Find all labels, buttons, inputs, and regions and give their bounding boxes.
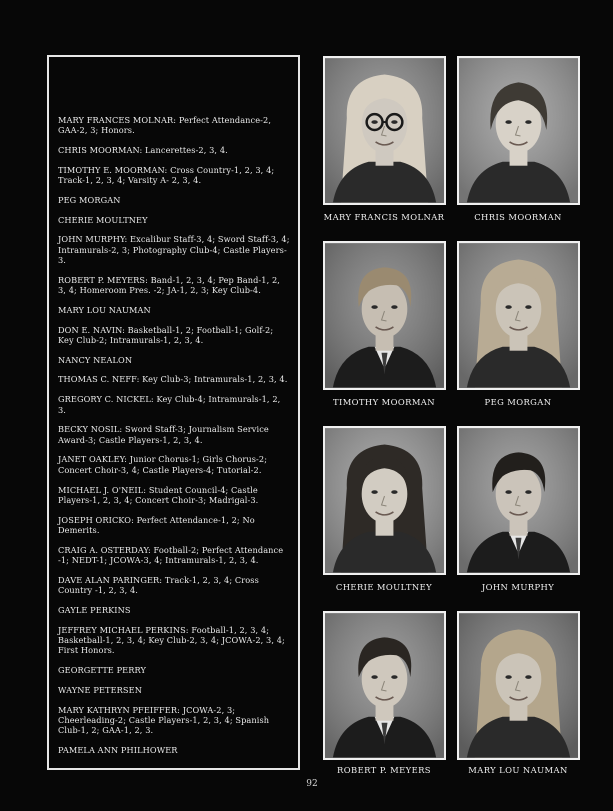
portrait-caption: CHERIE MOULTNEY [335, 582, 433, 592]
student-entry: ROBERT P. MEYERS: Band-1, 2, 3, 4; Pep Band-1, 2, 3, 4; Homeroom Pres. -2; JA-1, 2, 3; Key Club-4. [58, 274, 281, 296]
student-portrait [323, 241, 446, 390]
student-entry: TIMOTHY E. MOORMAN: Cross Country-1, 2, 3, 4; Track-1, 2, 3, 4; Varsity A- 2, 3, 4. [58, 164, 275, 186]
student-entry: NANCY NEALON [58, 354, 133, 365]
portrait-caption: ROBERT P. MEYERS [337, 765, 431, 775]
student-entry: MARY FRANCES MOLNAR: Perfect Attendance-2, GAA-2, 3; Honors. [58, 115, 272, 136]
student-entry: DAVE ALAN PARINGER: Track-1, 2, 3, 4; Cross Country -1, 2, 3, 4. [58, 574, 259, 596]
student-entry: CHERIE MOULTNEY [58, 214, 148, 225]
portrait-caption: MARY FRANCIS MOLNAR [323, 212, 445, 222]
student-portrait [457, 426, 580, 575]
portrait-caption: PEG MORGAN [484, 397, 552, 407]
student-portrait [323, 611, 446, 760]
student-entry: JANET OAKLEY: Junior Chorus-1; Girls Chorus-2; Concert Choir-3, 4; Castle Players-4; Tutorial-2. [58, 454, 268, 475]
student-entry: BECKY NOSIL: Sword Staff-3; Journalism Service Award-3; Castle Players-1, 2, 3, 4. [58, 424, 269, 445]
student-entry: GREGORY C. NICKEL: Key Club-4; Intramurals-1, 2, 3. [58, 394, 281, 415]
activities-text-panel [47, 55, 300, 770]
student-entry: CHRIS MOORMAN: Lancerettes-2, 3, 4. [58, 145, 228, 156]
student-entry: JEFFREY MICHAEL PERKINS: Football-1, 2, 3, 4; Basketball-1, 2, 3, 4; Key Club-2, 3, 4; JCOWA-2, 3, 4; First Honors. [58, 624, 285, 656]
student-portrait [323, 56, 446, 205]
student-entry: PEG MORGAN [58, 194, 121, 205]
student-entry: PAMELA ANN PHILHOWER [58, 745, 178, 756]
portrait-caption: CHRIS MOORMAN [474, 212, 562, 222]
portrait-caption: TIMOTHY MOORMAN [333, 397, 435, 407]
student-entry: JOSEPH ORICKO: Perfect Attendance-1, 2; No Demerits. [58, 514, 255, 536]
student-entry: MARY KATHRYN PFEIFFER: JCOWA-2, 3; Cheerleading-2; Castle Players-1, 2, 3, 4; Spanish Club-1, 2; GAA-1, 2, 3. [58, 704, 270, 736]
student-entry: MARY LOU NAUMAN [58, 304, 151, 315]
page-number: 92 [306, 779, 318, 789]
student-portrait [323, 426, 446, 575]
student-entry: WAYNE PETERSEN [58, 684, 142, 695]
student-portrait [457, 241, 580, 390]
student-entry: GEORGETTE PERRY [58, 665, 147, 676]
portrait-caption: MARY LOU NAUMAN [468, 765, 568, 775]
portrait-caption: JOHN MURPHY [481, 582, 555, 592]
student-entry: GAYLE PERKINS [58, 604, 131, 615]
student-entry: JOHN MURPHY: Excalibur Staff-3, 4; Sword Staff-3, 4; Intramurals-2, 3; Photography Club-4; Castle Players-3. [58, 234, 290, 266]
student-portrait [457, 611, 580, 760]
student-entry: THOMAS C. NEFF: Key Club-3; Intramurals-1, 2, 3, 4. [58, 374, 288, 385]
student-portrait [457, 56, 580, 205]
student-entry: MICHAEL J. O'NEIL: Student Council-4; Castle Players-1, 2, 3, 4; Concert Choir-3; Madrigal-3. [58, 484, 259, 505]
student-entry: DON E. NAVIN: Basketball-1, 2; Football-1; Golf-2; Key Club-2; Intramurals-1, 2, 3, 4. [58, 324, 274, 346]
student-entry: CRAIG A. OSTERDAY: Football-2; Perfect Attendance -1; NEDT-1; JCOWA-3, 4; Intramurals-1, 2, 3, 4. [58, 544, 284, 566]
